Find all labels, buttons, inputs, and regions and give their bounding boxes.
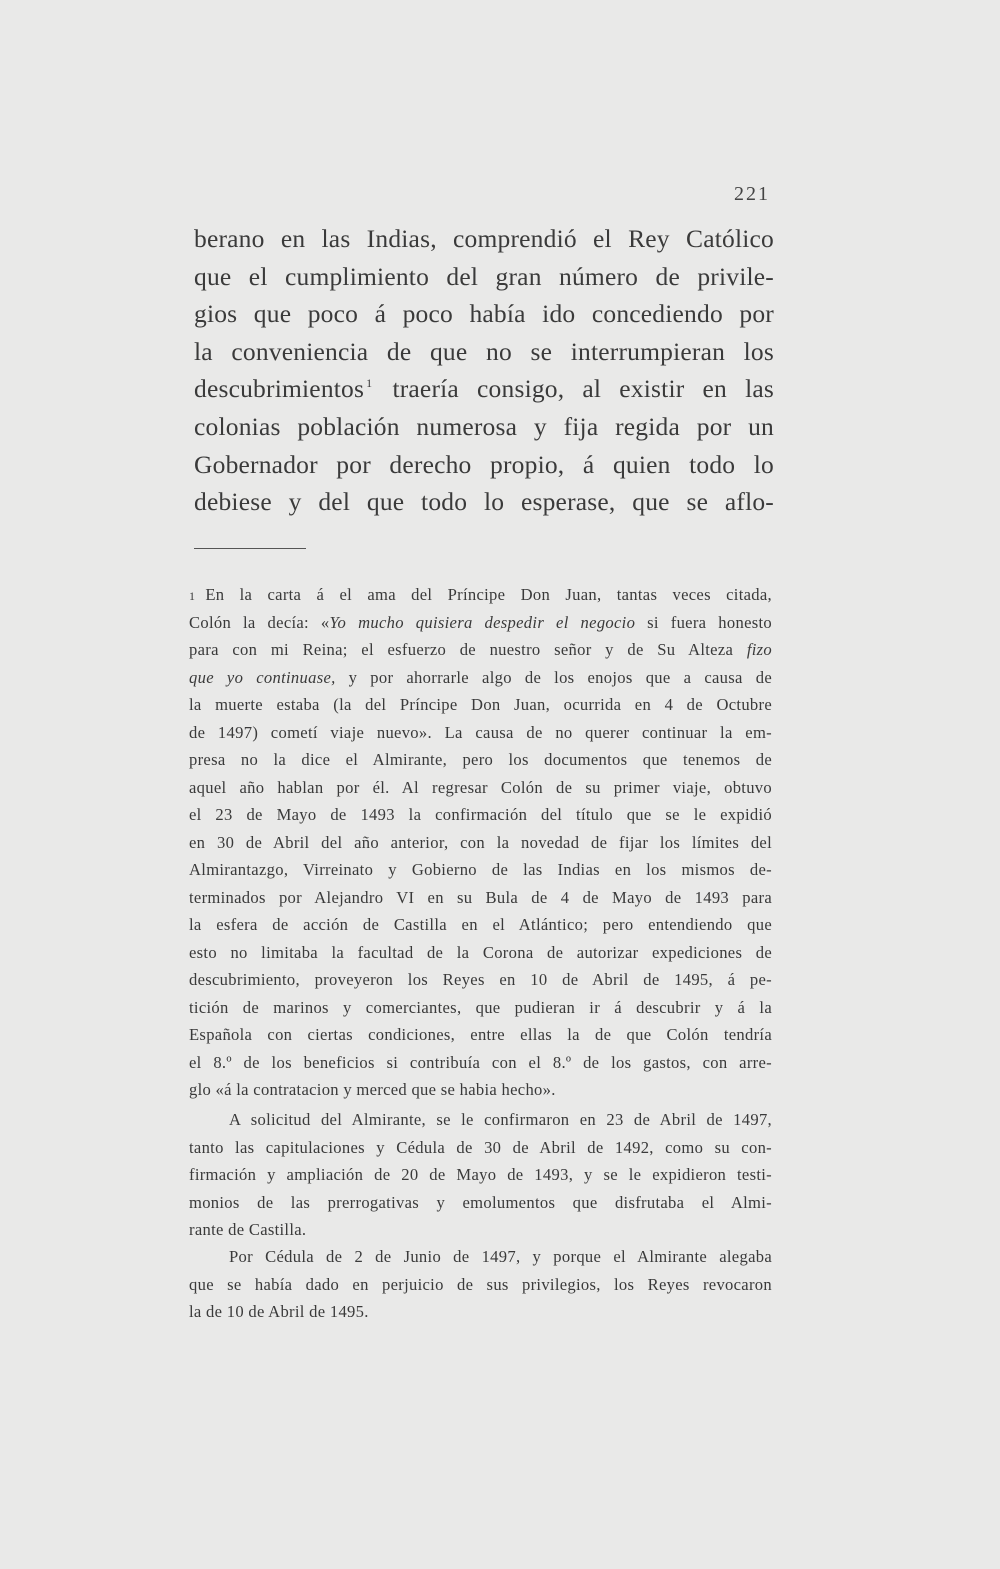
footnote-line: el 8.º de los beneficios si contribuía con el 8.º de los gastos, con arre- xyxy=(189,1052,772,1072)
footnote xyxy=(189,581,772,1104)
paragraph-line: que se había dado en perjuicio de sus privilegios, los Reyes revocaron xyxy=(189,1274,772,1294)
footnote-paragraph-2 xyxy=(189,1106,772,1244)
footnote-line xyxy=(189,609,772,637)
footnote-line: Almirantazgo, Virreinato y Gobierno de las Indias en los mismos de- xyxy=(189,860,772,879)
footnote-text: Colón la decía: « xyxy=(189,612,330,632)
footnote-line: de 1497) cometí viaje nuevo». La causa de no querer continuar la em- xyxy=(189,722,772,742)
footnote-divider xyxy=(194,548,306,549)
footnote-line: esto no limitaba la facultad de la Corona de autorizar expediciones de xyxy=(189,942,772,962)
page-number: 221 xyxy=(734,183,770,205)
main-line-start: descubrimientos xyxy=(194,374,365,404)
paragraph-line: firmación y ampliación de 20 de Mayo de 1493, y se le expidieron testi- xyxy=(189,1165,772,1184)
paragraph-line: tanto las capitulaciones y Cédula de 30 de Abril de 1492, como su con- xyxy=(189,1137,772,1157)
paragraph-line: Por Cédula de 2 de Junio de 1497, y porque el Almirante alegaba xyxy=(229,1247,772,1266)
main-line-rest: traería consigo, al existir en las xyxy=(392,374,774,404)
footnote-reference[interactable]: 1 xyxy=(366,376,373,391)
main-line xyxy=(194,370,774,408)
footnote-line: presa no la dice el Almirante, pero los documentos que tenemos de xyxy=(189,750,772,769)
footnote-quote: Yo mucho quisiera despedir el negocio xyxy=(329,612,636,632)
footnote-line: en 30 de Abril del año anterior, con la novedad de fijar los límites del xyxy=(189,832,772,852)
main-line: la conveniencia de que no se interrumpieran los xyxy=(194,336,774,366)
main-line: que el cumplimiento del gran número de privile- xyxy=(194,261,774,291)
footnote-line: glo «á la contratacion y merced que se habia hecho». xyxy=(189,1080,556,1099)
paragraph-line: la de 10 de Abril de 1495. xyxy=(189,1302,369,1321)
paragraph-line: rante de Castilla. xyxy=(189,1220,307,1239)
paragraph-line: monios de las prerrogativas y emolumentos que disfrutaba el Almi- xyxy=(189,1192,772,1212)
footnote-marker: 1 xyxy=(189,589,196,603)
footnote-quote: fizo xyxy=(746,640,772,659)
footnote-text: y por ahorrarle algo de los enojos que a causa de xyxy=(335,667,773,687)
footnote-line: descubrimiento, proveyeron los Reyes en 10 de Abril de 1495, á pe- xyxy=(189,970,772,989)
footnote-line: el 23 de Mayo de 1493 la confirmación del título que se le expidió xyxy=(189,805,772,824)
footnote-text: En la carta á el ama del Príncipe Don Juan, tantas veces citada, xyxy=(205,585,772,604)
footnote-line: la esfera de acción de Castilla en el Atlántico; pero entendiendo que xyxy=(189,915,772,934)
footnote-line: la muerte estaba (la del Príncipe Don Juan, ocurrida en 4 de Octubre xyxy=(189,695,772,714)
footnote-paragraph-3 xyxy=(189,1243,772,1326)
main-line: gios que poco á poco había ido concediendo por xyxy=(194,299,774,329)
footnote-line xyxy=(189,581,772,609)
footnote-text: si fuera honesto xyxy=(635,612,773,632)
main-line: colonias población numerosa y fija regida por un xyxy=(194,411,774,441)
footnote-line: terminados por Alejandro VI en su Bula de 4 de Mayo de 1493 para xyxy=(189,887,772,907)
main-line: debiese y del que todo lo esperase, que se aflo- xyxy=(194,487,774,517)
footnote-quote: que yo continuase, xyxy=(189,667,336,687)
main-line: berano en las Indias, comprendió el Rey Católico xyxy=(194,224,774,253)
main-paragraph xyxy=(194,220,774,521)
footnote-line xyxy=(189,636,772,664)
footnote-line: Española con ciertas condiciones, entre ellas la de que Colón tendría xyxy=(189,1025,772,1044)
main-line: Gobernador por derecho propio, á quien todo lo xyxy=(194,449,774,479)
footnote-text: para con mi Reina; el esfuerzo de nuestro señor y de Su Alteza xyxy=(189,640,734,659)
footnote-line xyxy=(189,664,772,692)
footnote-line: tición de marinos y comerciantes, que pudieran ir á descubrir y á la xyxy=(189,997,772,1017)
footnote-line: aquel año hablan por él. Al regresar Colón de su primer viaje, obtuvo xyxy=(189,777,772,797)
paragraph-line: A solicitud del Almirante, se le confirmaron en 23 de Abril de 1497, xyxy=(229,1110,772,1129)
